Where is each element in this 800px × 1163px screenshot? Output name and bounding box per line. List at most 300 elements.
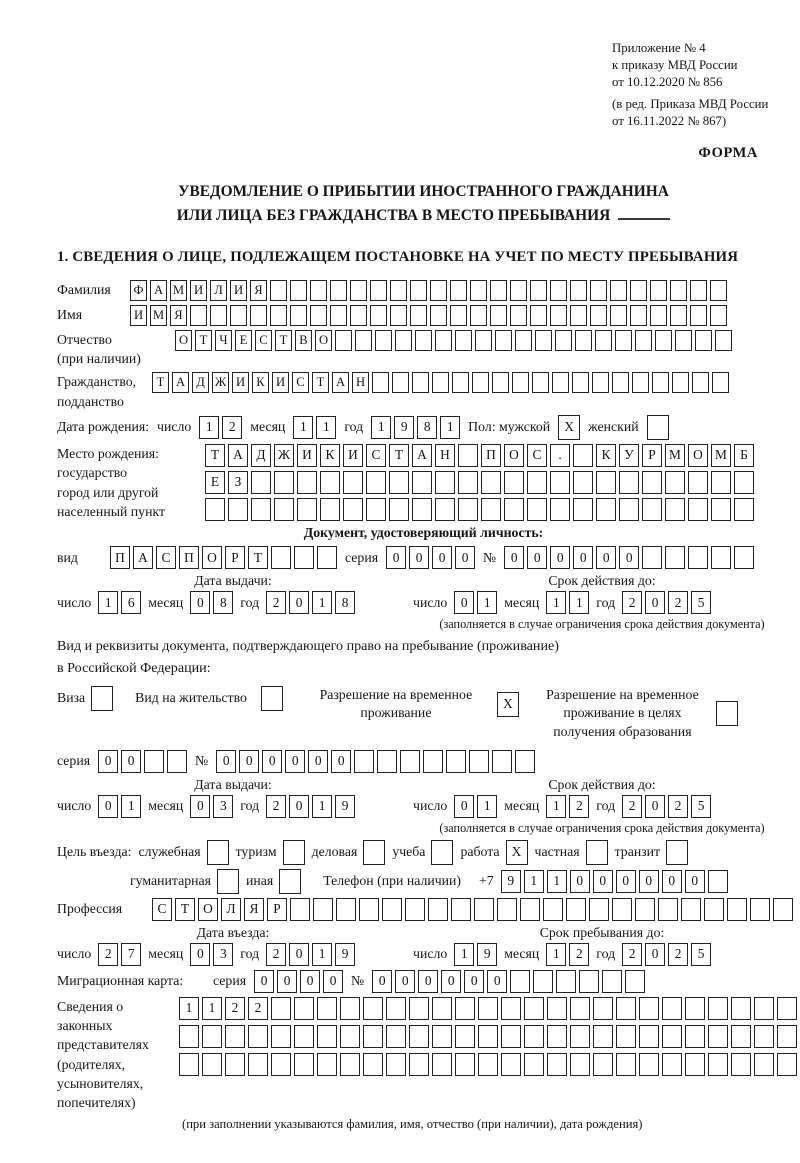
char-cell[interactable]: Л [221,898,241,921]
char-cell[interactable]: 0 [645,795,665,818]
char-cell[interactable]: 1 [524,870,544,893]
char-cell[interactable]: 0 [289,795,309,818]
char-cell[interactable]: 0 [596,546,616,569]
char-cell[interactable] [501,997,521,1020]
char-cell[interactable]: Д [192,372,209,393]
char-cell[interactable]: 8 [213,591,233,614]
char-cell[interactable] [363,997,383,1020]
char-cell[interactable]: А [228,444,248,467]
char-cell[interactable] [310,280,327,301]
char-cell[interactable]: 8 [335,591,355,614]
char-cell[interactable] [415,330,432,351]
char-cell[interactable]: 9 [501,870,521,893]
char-cell[interactable]: 0 [619,546,639,569]
char-cell[interactable] [777,1053,797,1076]
char-cell[interactable] [372,372,389,393]
char-cell[interactable] [662,1025,682,1048]
char-cell[interactable] [596,471,616,494]
char-cell[interactable] [515,330,532,351]
char-cell[interactable] [474,898,494,921]
char-cell[interactable]: 0 [190,795,210,818]
char-cell[interactable] [619,498,639,521]
char-cell[interactable] [610,280,627,301]
char-cell[interactable] [734,546,754,569]
char-cell[interactable]: 2 [266,943,286,966]
char-cell[interactable] [550,280,567,301]
char-cell[interactable] [566,898,586,921]
char-cell[interactable]: 1 [199,416,219,439]
char-cell[interactable] [382,898,402,921]
char-cell[interactable] [478,997,498,1020]
char-cell[interactable] [492,750,512,773]
char-cell[interactable] [690,305,707,326]
char-cell[interactable] [690,280,707,301]
char-cell[interactable]: 0 [254,970,274,993]
char-cell[interactable]: 0 [277,970,297,993]
char-cell[interactable] [405,898,425,921]
char-cell[interactable]: В [295,330,312,351]
char-cell[interactable] [251,498,271,521]
temp-residence-checkbox[interactable]: X [497,692,519,717]
char-cell[interactable]: К [252,372,269,393]
char-cell[interactable] [524,1025,544,1048]
char-cell[interactable]: 1 [546,591,566,614]
char-cell[interactable] [616,1025,636,1048]
char-cell[interactable] [688,498,708,521]
char-cell[interactable]: Д [251,444,271,467]
char-cell[interactable] [250,305,267,326]
char-cell[interactable]: И [190,280,207,301]
char-cell[interactable] [573,498,593,521]
char-cell[interactable] [336,898,356,921]
char-cell[interactable] [675,330,692,351]
char-cell[interactable] [688,546,708,569]
char-cell[interactable] [340,1053,360,1076]
char-cell[interactable]: 1 [454,943,474,966]
char-cell[interactable]: П [481,444,501,467]
char-cell[interactable]: С [292,372,309,393]
char-cell[interactable] [695,330,712,351]
char-cell[interactable]: И [272,372,289,393]
char-cell[interactable]: 2 [622,591,642,614]
char-cell[interactable]: Т [312,372,329,393]
char-cell[interactable] [708,1053,728,1076]
char-cell[interactable]: 8 [417,416,437,439]
char-cell[interactable]: 2 [98,943,118,966]
char-cell[interactable] [389,471,409,494]
char-cell[interactable] [410,305,427,326]
purpose-transit-checkbox[interactable] [666,840,688,865]
char-cell[interactable] [708,1025,728,1048]
char-cell[interactable] [552,372,569,393]
char-cell[interactable] [179,1053,199,1076]
char-cell[interactable] [731,997,751,1020]
char-cell[interactable]: 2 [569,943,589,966]
char-cell[interactable] [495,330,512,351]
char-cell[interactable]: З [228,471,248,494]
char-cell[interactable] [271,997,291,1020]
char-cell[interactable]: Р [225,546,245,569]
char-cell[interactable] [317,1025,337,1048]
char-cell[interactable]: М [170,280,187,301]
char-cell[interactable] [555,330,572,351]
char-cell[interactable] [639,1053,659,1076]
char-cell[interactable]: М [665,444,685,467]
char-cell[interactable] [655,330,672,351]
char-cell[interactable] [478,1025,498,1048]
char-cell[interactable] [543,898,563,921]
char-cell[interactable] [294,1025,314,1048]
char-cell[interactable] [708,870,728,893]
char-cell[interactable]: Ч [215,330,232,351]
char-cell[interactable] [455,997,475,1020]
char-cell[interactable] [754,997,774,1020]
char-cell[interactable] [710,280,727,301]
char-cell[interactable] [470,280,487,301]
char-cell[interactable]: 0 [454,795,474,818]
char-cell[interactable] [271,546,291,569]
char-cell[interactable] [400,750,420,773]
char-cell[interactable] [533,970,553,993]
char-cell[interactable] [230,305,247,326]
char-cell[interactable]: Р [267,898,287,921]
char-cell[interactable]: 0 [432,546,452,569]
char-cell[interactable] [340,1025,360,1048]
char-cell[interactable] [294,997,314,1020]
char-cell[interactable] [290,280,307,301]
char-cell[interactable]: 0 [98,795,118,818]
char-cell[interactable] [520,898,540,921]
char-cell[interactable] [692,372,709,393]
char-cell[interactable] [612,898,632,921]
char-cell[interactable] [386,997,406,1020]
char-cell[interactable] [710,305,727,326]
char-cell[interactable] [527,471,547,494]
char-cell[interactable] [412,498,432,521]
char-cell[interactable]: Т [175,898,195,921]
char-cell[interactable]: 2 [222,416,242,439]
char-cell[interactable] [612,372,629,393]
char-cell[interactable] [450,305,467,326]
char-cell[interactable]: 2 [248,997,268,1020]
residence-permit-checkbox[interactable] [261,686,283,711]
char-cell[interactable] [297,471,317,494]
char-cell[interactable] [317,997,337,1020]
char-cell[interactable] [711,471,731,494]
char-cell[interactable]: А [172,372,189,393]
char-cell[interactable] [450,280,467,301]
char-cell[interactable]: 0 [550,546,570,569]
char-cell[interactable] [704,898,724,921]
char-cell[interactable]: М [711,444,731,467]
char-cell[interactable]: Я [250,280,267,301]
char-cell[interactable] [395,330,412,351]
char-cell[interactable] [458,444,478,467]
char-cell[interactable] [389,498,409,521]
char-cell[interactable]: 6 [121,591,141,614]
purpose-other-checkbox[interactable] [279,869,301,894]
purpose-private-checkbox[interactable] [586,840,608,865]
char-cell[interactable] [642,546,662,569]
char-cell[interactable] [225,1053,245,1076]
char-cell[interactable]: 7 [121,943,141,966]
char-cell[interactable]: 2 [569,795,589,818]
char-cell[interactable]: 1 [312,943,332,966]
char-cell[interactable] [390,305,407,326]
purpose-business-checkbox[interactable] [363,840,385,865]
char-cell[interactable]: 0 [454,591,474,614]
char-cell[interactable] [409,1053,429,1076]
char-cell[interactable] [616,997,636,1020]
char-cell[interactable] [590,305,607,326]
char-cell[interactable] [662,997,682,1020]
char-cell[interactable]: 1 [179,997,199,1020]
char-cell[interactable]: 1 [312,591,332,614]
char-cell[interactable]: О [202,546,222,569]
char-cell[interactable] [167,750,187,773]
char-cell[interactable] [469,750,489,773]
char-cell[interactable]: 1 [547,870,567,893]
char-cell[interactable]: С [527,444,547,467]
char-cell[interactable] [313,898,333,921]
char-cell[interactable] [270,280,287,301]
char-cell[interactable] [340,997,360,1020]
char-cell[interactable] [430,280,447,301]
char-cell[interactable] [688,471,708,494]
char-cell[interactable]: 0 [98,750,118,773]
char-cell[interactable] [642,471,662,494]
char-cell[interactable] [335,330,352,351]
char-cell[interactable] [625,970,645,993]
char-cell[interactable]: 1 [121,795,141,818]
char-cell[interactable] [773,898,793,921]
char-cell[interactable]: У [619,444,639,467]
char-cell[interactable] [639,1025,659,1048]
char-cell[interactable] [455,1053,475,1076]
char-cell[interactable]: 9 [477,943,497,966]
char-cell[interactable]: И [232,372,249,393]
char-cell[interactable] [432,1025,452,1048]
char-cell[interactable]: 9 [394,416,414,439]
char-cell[interactable]: А [133,546,153,569]
char-cell[interactable] [497,898,517,921]
char-cell[interactable] [375,330,392,351]
char-cell[interactable] [492,372,509,393]
char-cell[interactable] [343,471,363,494]
char-cell[interactable]: Н [352,372,369,393]
char-cell[interactable] [754,1053,774,1076]
char-cell[interactable]: 0 [662,870,682,893]
char-cell[interactable] [570,305,587,326]
char-cell[interactable]: С [366,444,386,467]
char-cell[interactable] [570,1053,590,1076]
char-cell[interactable] [481,471,501,494]
char-cell[interactable]: Р [642,444,662,467]
char-cell[interactable] [202,1053,222,1076]
purpose-work-checkbox[interactable]: X [506,840,528,865]
char-cell[interactable]: 5 [691,943,711,966]
char-cell[interactable] [452,372,469,393]
char-cell[interactable] [630,305,647,326]
char-cell[interactable]: 2 [668,943,688,966]
char-cell[interactable] [590,280,607,301]
char-cell[interactable]: Е [205,471,225,494]
char-cell[interactable] [428,898,448,921]
char-cell[interactable] [386,1025,406,1048]
char-cell[interactable]: 0 [323,970,343,993]
char-cell[interactable]: Ж [274,444,294,467]
char-cell[interactable] [570,1025,590,1048]
char-cell[interactable]: 0 [262,750,282,773]
char-cell[interactable]: 9 [335,795,355,818]
char-cell[interactable]: 0 [418,970,438,993]
char-cell[interactable]: О [315,330,332,351]
char-cell[interactable]: С [255,330,272,351]
char-cell[interactable]: 0 [464,970,484,993]
char-cell[interactable] [370,280,387,301]
char-cell[interactable]: 0 [573,546,593,569]
char-cell[interactable] [550,498,570,521]
char-cell[interactable] [366,498,386,521]
char-cell[interactable] [650,305,667,326]
char-cell[interactable] [570,280,587,301]
char-cell[interactable] [731,1025,751,1048]
char-cell[interactable] [734,471,754,494]
char-cell[interactable] [330,305,347,326]
char-cell[interactable] [205,498,225,521]
temp-residence-education-checkbox[interactable] [716,701,738,726]
char-cell[interactable]: 1 [293,416,313,439]
char-cell[interactable] [320,471,340,494]
char-cell[interactable]: 0 [190,943,210,966]
char-cell[interactable] [550,305,567,326]
char-cell[interactable]: 1 [371,416,391,439]
char-cell[interactable] [535,330,552,351]
char-cell[interactable]: М [150,305,167,326]
char-cell[interactable]: 2 [266,591,286,614]
char-cell[interactable] [274,498,294,521]
char-cell[interactable] [144,750,164,773]
char-cell[interactable] [670,305,687,326]
char-cell[interactable] [472,372,489,393]
char-cell[interactable]: 0 [372,970,392,993]
char-cell[interactable] [579,970,599,993]
purpose-tourism-checkbox[interactable] [283,840,305,865]
char-cell[interactable] [650,280,667,301]
char-cell[interactable]: И [230,280,247,301]
char-cell[interactable]: 0 [685,870,705,893]
char-cell[interactable] [754,1025,774,1048]
char-cell[interactable] [430,305,447,326]
char-cell[interactable] [363,1053,383,1076]
char-cell[interactable] [527,498,547,521]
char-cell[interactable] [616,1053,636,1076]
char-cell[interactable] [455,330,472,351]
char-cell[interactable]: Т [389,444,409,467]
char-cell[interactable]: Ф [130,280,147,301]
char-cell[interactable]: О [198,898,218,921]
char-cell[interactable]: 2 [622,943,642,966]
char-cell[interactable] [271,1053,291,1076]
char-cell[interactable] [595,330,612,351]
char-cell[interactable] [681,898,701,921]
char-cell[interactable] [343,498,363,521]
char-cell[interactable]: Е [235,330,252,351]
char-cell[interactable] [504,498,524,521]
char-cell[interactable]: 0 [639,870,659,893]
char-cell[interactable]: 1 [98,591,118,614]
char-cell[interactable]: 1 [312,795,332,818]
char-cell[interactable] [179,1025,199,1048]
char-cell[interactable]: 0 [441,970,461,993]
char-cell[interactable]: Т [152,372,169,393]
char-cell[interactable]: С [156,546,176,569]
char-cell[interactable] [475,330,492,351]
char-cell[interactable]: И [297,444,317,467]
char-cell[interactable] [589,898,609,921]
char-cell[interactable] [685,1025,705,1048]
char-cell[interactable] [481,498,501,521]
char-cell[interactable] [610,305,627,326]
char-cell[interactable]: 0 [645,591,665,614]
char-cell[interactable]: П [179,546,199,569]
char-cell[interactable] [470,305,487,326]
char-cell[interactable]: 2 [622,795,642,818]
char-cell[interactable]: П [110,546,130,569]
char-cell[interactable] [501,1053,521,1076]
char-cell[interactable]: И [130,305,147,326]
char-cell[interactable] [642,498,662,521]
char-cell[interactable]: 5 [691,591,711,614]
char-cell[interactable] [550,471,570,494]
char-cell[interactable] [570,997,590,1020]
char-cell[interactable] [350,280,367,301]
char-cell[interactable] [715,330,732,351]
char-cell[interactable] [490,280,507,301]
char-cell[interactable]: 0 [395,970,415,993]
char-cell[interactable] [556,970,576,993]
sex-male-checkbox[interactable]: X [558,415,580,440]
char-cell[interactable]: 2 [668,795,688,818]
char-cell[interactable]: 0 [570,870,590,893]
char-cell[interactable] [512,372,529,393]
char-cell[interactable] [435,498,455,521]
char-cell[interactable]: И [343,444,363,467]
char-cell[interactable] [354,750,374,773]
char-cell[interactable]: 0 [645,943,665,966]
char-cell[interactable] [593,1025,613,1048]
char-cell[interactable]: О [175,330,192,351]
char-cell[interactable]: 0 [285,750,305,773]
char-cell[interactable] [210,305,227,326]
char-cell[interactable]: 0 [300,970,320,993]
char-cell[interactable] [290,305,307,326]
char-cell[interactable]: 1 [440,416,460,439]
char-cell[interactable]: 0 [487,970,507,993]
char-cell[interactable]: 1 [202,997,222,1020]
char-cell[interactable] [377,750,397,773]
char-cell[interactable]: 1 [316,416,336,439]
char-cell[interactable]: О [688,444,708,467]
char-cell[interactable]: 2 [225,997,245,1020]
char-cell[interactable]: 0 [504,546,524,569]
char-cell[interactable] [670,280,687,301]
char-cell[interactable]: С [152,898,172,921]
char-cell[interactable] [573,471,593,494]
char-cell[interactable]: 1 [569,591,589,614]
char-cell[interactable] [731,1053,751,1076]
char-cell[interactable]: А [150,280,167,301]
